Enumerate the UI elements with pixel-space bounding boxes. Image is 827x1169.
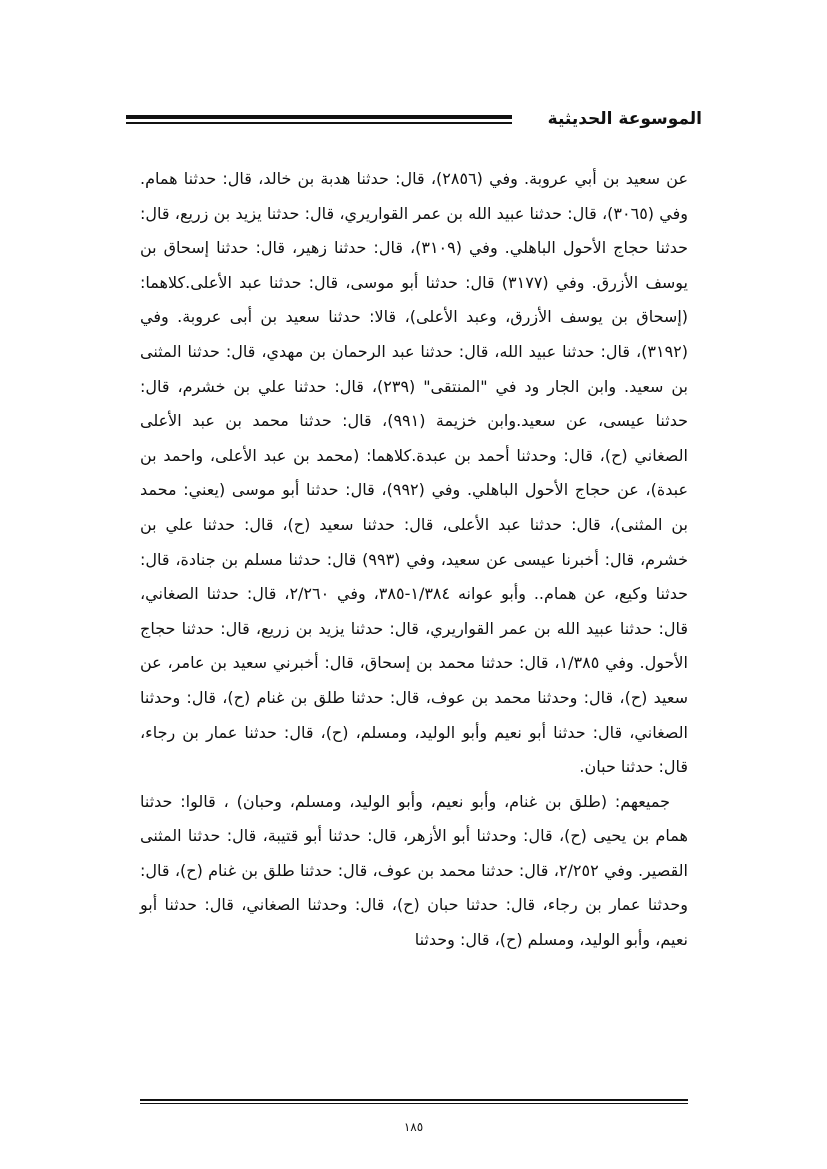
body-text (140, 162, 688, 958)
header-rule-thick (126, 115, 512, 119)
header-rule (126, 115, 512, 125)
paragraph-2: جميعهم: (طلق بن غنام، وأبو نعيم، وأبو الوليد، ومسلم، وحبان) ، قالوا: حدثنا همام بن يحيى (ح)، قال: وحدثنا أبو الأزهر، قال: حدثنا أبو قتيبة، قال: حدثنا المثنى القصير. وفي ٢/٢٥٢، قال: حدثنا محمد بن عوف، قال: حدثنا طلق بن غنام (ح)، قال: وحدثنا عمار بن رجاء، قال: حدثنا حبان (ح)، قال: وحدثنا الصغاني، قال: حدثنا أبو نعيم، وأبو الوليد، ومسلم (ح)، قال: وحدثنا (140, 791, 689, 950)
running-header (126, 104, 702, 140)
page-number: ١٨٥ (403, 1120, 424, 1134)
footer-rule (140, 1099, 688, 1105)
header-title: الموسوعة الحديثية (542, 104, 702, 134)
header-rule-thin (126, 122, 512, 124)
footer-rule-thin (140, 1103, 688, 1104)
footer-rule-thick (140, 1099, 688, 1101)
paragraph-1: عن سعيد بن أبي عروبة. وفي (٢٨٥٦)، قال: حدثنا هدبة بن خالد، قال: حدثنا همام. وفي (٣٠٦٥)، قال: حدثنا عبيد الله بن عمر القواريري، قال: حدثنا يزيد بن زريع، قال: حدثنا حجاج الأحول الباهلي. وفي (٣١٠٩)، قال: حدثنا زهير، قال: حدثنا إسحاق بن يوسف الأزرق. وفي (٣١٧٧) قال: حدثنا أبو موسى، قال: حدثنا عبد الأعلى.كلاهما: (إسحاق بن يوسف الأزرق، وعبد الأعلى)، قالا: حدثنا سعيد بن أبى عروبة. وفي (٣١٩٢)، قال: حدثنا عبيد الله، قال: حدثنا عبد الرحمان بن مهدي، قال: حدثنا المثنى بن سعيد. وابن الجار ود في "المنتقى" (٢٣٩)، قال: حدثنا علي بن خشرم، قال: حدثنا عيسى، عن سعيد.وابن خزيمة (٩٩١)، قال: حدثنا محمد بن عبد الأعلى الصغاني (ح)، قال: وحدثنا أحمد بن عبدة.كلاهما: (محمد بن عبد الأعلى، واحمد بن عبدة)، عن حجاج الأحول الباهلي. وفي (٩٩٢)، قال: حدثنا أبو موسى (يعني: محمد بن المثنى)، قال: حدثنا عبد الأعلى، قال: حدثنا سعيد (ح)، قال: حدثنا علي بن خشرم، قال: أخبرنا عيسى عن سعيد، وفي (٩٩٣) قال: حدثنا مسلم بن جنادة، قال: حدثنا وكيع، عن همام.. وأبو عوانه ١/٣٨٤-٣٨٥، وفي ٢/٢٦٠، قال: حدثنا الصغاني، قال: حدثنا عبيد الله بن عمر القواريري، قال: حدثنا يزيد بن زريع، قال: حدثنا حجاج الأحول. وفي ١/٣٨٥، قال: حدثنا محمد بن إسحاق، قال: أخبرني سعيد بن عامر، عن سعيد (ح)، قال: وحدثنا محمد بن عوف، قال: حدثنا طلق بن غنام (ح)، قال: وحدثنا الصغاني، قال: حدثنا أبو نعيم وأبو الوليد، ومسلم، (ح)، قال: حدثنا عمار بن رجاء، قال: حدثنا حبان. (140, 169, 689, 777)
